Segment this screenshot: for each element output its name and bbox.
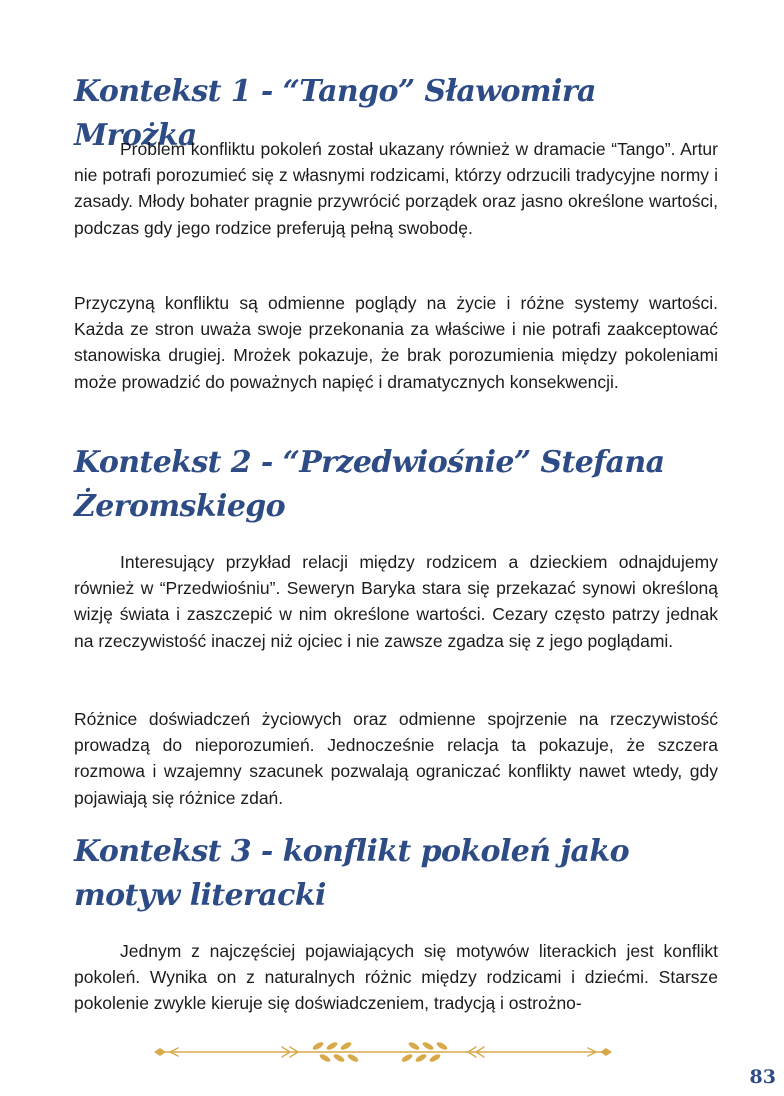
page-number: 83 — [749, 1066, 776, 1088]
section-2-paragraph-2: Różnice doświadczeń życiowych oraz odmienne spojrzenie na rzeczywistość prowadzą do nieporozumień. Jednocześnie relacja ta pokazuje, że szczera rozmowa i wzajemny szacunek pozwalają ograniczać konflikty nawet wtedy, gdy pojawiają się różnice zdań. — [74, 709, 718, 808]
section-3-paragraph-1: Jednym z najczęściej pojawiających się motywów literackich jest konflikt pokoleń. Wynika on z naturalnych różnic między rodzicami i dziećmi. Starsze pokolenie zwykle kieruje się doświadczeniem, tradycją i ostrożno- — [74, 941, 718, 1014]
section-heading-1: Kontekst 1 - “Tango” Sławomira Mrożka — [74, 74, 596, 153]
laurel-divider-icon — [150, 1038, 616, 1066]
section-2-paragraph-1: Interesujący przykład relacji między rodzicem a dzieckiem odnajdujemy również w “Przedwiośniu”. Seweryn Baryka stara się przekazać synowi określoną wizję świata i zaszczepić w nim określone wartości. Cezary często patrzy jednak na rzeczywistość inaczej niż ojciec i nie zawsze zgadza się z jego poglądami. — [74, 552, 718, 651]
section-1-paragraph-2: Przyczyną konfliktu są odmienne poglądy na życie i różne systemy wartości. Każda ze stron uważa swoje przekonania za właściwe i nie potrafi zaakceptować stanowiska drugiej. Mrożek pokazuje, że brak porozumienia między pokoleniami może prowadzić do poważnych napięć i dramatycznych konsekwencji. — [74, 293, 718, 392]
section-1-paragraph-1: Problem konfliktu pokoleń został ukazany również w dramacie “Tango”. Artur nie potrafi porozumieć się z własnymi rodzicami, którzy odrzucili tradycyjne normy i zasady. Młody bohater pragnie przywrócić porządek oraz jasno określone wartości, podczas gdy jego rodzice preferują pełną swobodę. — [74, 139, 718, 238]
section-heading-3: Kontekst 3 - konflikt pokoleń jako motyw literacki — [74, 834, 629, 913]
section-heading-2: Kontekst 2 - “Przedwiośnie” Stefana Żeromskiego — [74, 445, 665, 524]
